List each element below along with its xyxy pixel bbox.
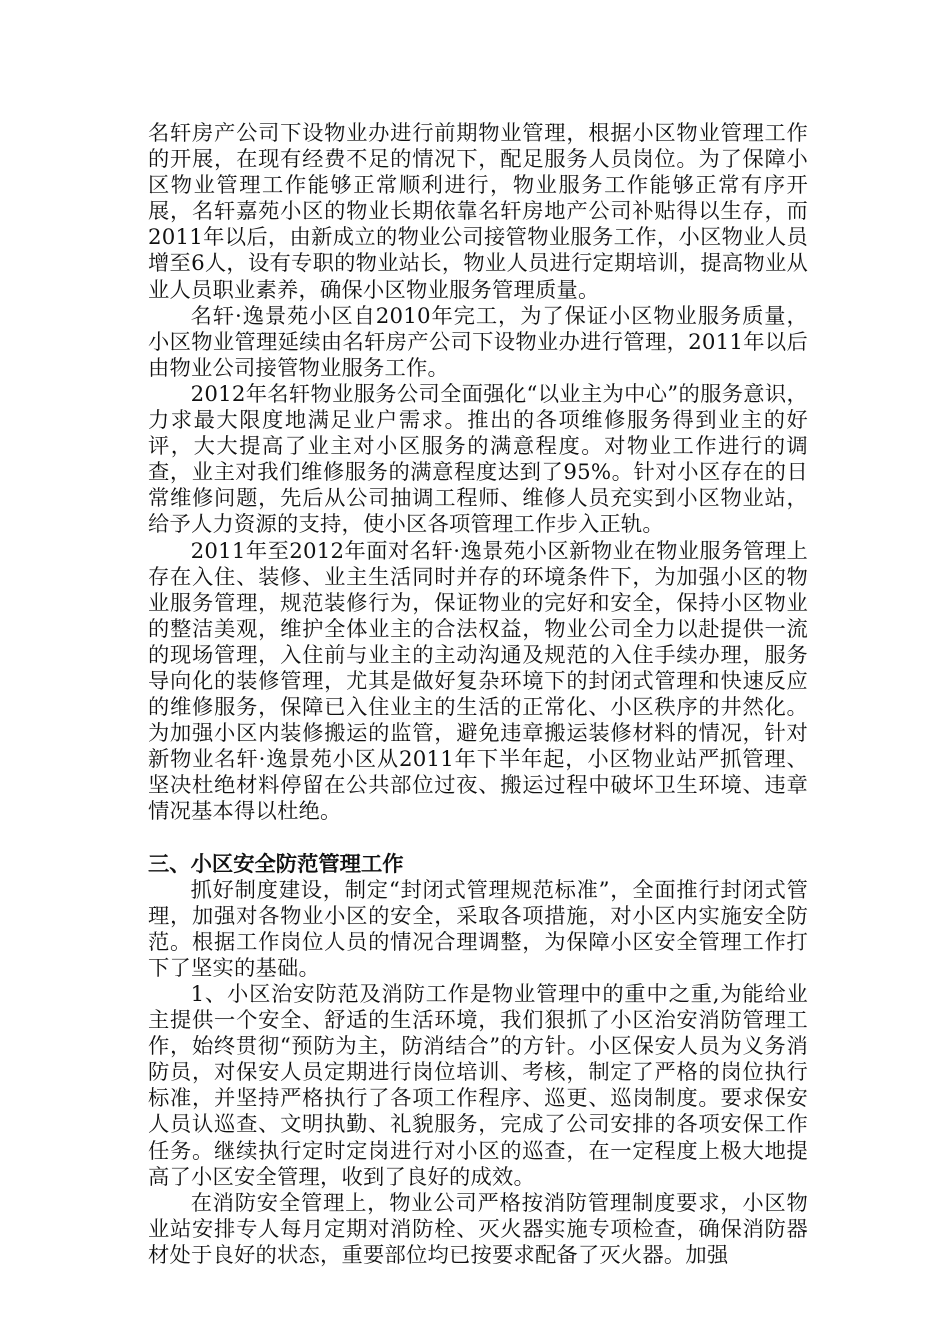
paragraph-property-office-history: 名轩房产公司下设物业办进行前期物业管理，根据小区物业管理工作的开展，在现有经费不足的情况下，配足服务人员岗位。为了保障小区物业管理工作能够正常顺利进行，物业服务工作能够正常有序开展，名轩嘉苑小区的物业长期依靠名轩房地产公司补贴得以生存，而2011年以后，由新成立的物业公司接管物业服务工作，小区物业人员增至6人，设有专职的物业站长，物业人员进行定期培训，提高物业从业人员职业素养，确保小区物业服务管理质量。: [148, 121, 808, 303]
paragraph-fire-safety: 在消防安全管理上，物业公司严格按消防管理制度要求，小区物业站安排专人每月定期对消防栓、灭火器实施专项检查，确保消防器材处于良好的状态，重要部位均已按要求配备了灭火器。加强: [148, 1190, 808, 1268]
paragraph-closed-management: 抓好制度建设，制定“封闭式管理规范标准”，全面推行封闭式管理，加强对各物业小区的安全，采取各项措施，对小区内实施安全防范。根据工作岗位人员的情况合理调整，为保障小区安全管理工作打下了坚实的基础。: [148, 877, 808, 981]
section-heading-safety: 三、小区安全防范管理工作: [148, 851, 404, 877]
paragraph-security-fire: 1、小区治安防范及消防工作是物业管理中的重中之重,为能给业主提供一个安全、舒适的生活环境，我们狠抓了小区治安消防管理工作，始终贯彻“预防为主，防消结合”的方针。小区保安人员为义务消防员，对保安人员定期进行岗位培训、考核，制定了严格的岗位执行标准，并坚持严格执行了各项工作程序、巡更、巡岗制度。要求保安人员认巡查、文明执勤、礼貌服务，完成了公司安排的各项安保工作任务。继续执行定时定岗进行对小区的巡查，在一定程度上极大地提高了小区安全管理，收到了良好的成效。: [148, 982, 808, 1190]
document-page: [148, 121, 808, 1269]
paragraph-2011-2012-management: 2011年至2012年面对名轩·逸景苑小区新物业在物业服务管理上存在入住、装修、业主生活同时并存的环境条件下，为加强小区的物业服务管理，规范装修行为，保证物业的完好和安全，保持小区物业的整洁美观，维护全体业主的合法权益，物业公司全力以赴提供一流的现场管理，入住前与业主的主动沟通及规范的入住手续办理，服务导向化的装修管理，尤其是做好复杂环境下的封闭式管理和快速反应的维修服务，保障已入住业主的生活的正常化、小区秩序的井然化。为加强小区内装修搬运的监管，避免违章搬运装修材料的情况，针对新物业名轩·逸景苑小区从2011年下半年起，小区物业站严抓管理、坚决杜绝材料停留在公共部位过夜、搬运过程中破坏卫生环境、违章情况基本得以杜绝。: [148, 538, 808, 825]
paragraph-2012-service: 2012年名轩物业服务公司全面强化“以业主为中心”的服务意识，力求最大限度地满足业户需求。推出的各项维修服务得到业主的好评，大大提高了业主对小区服务的满意程度。对物业工作进行的调查，业主对我们维修服务的满意程度达到了95%。针对小区存在的日常维修问题，先后从公司抽调工程师、维修人员充实到小区物业站，给予人力资源的支持，使小区各项管理工作步入正轨。: [148, 381, 808, 538]
paragraph-yijingyuan-completion: 名轩·逸景苑小区自2010年完工，为了保证小区物业服务质量，小区物业管理延续由名轩房产公司下设物业办进行管理，2011年以后由物业公司接管物业服务工作。: [148, 303, 808, 381]
